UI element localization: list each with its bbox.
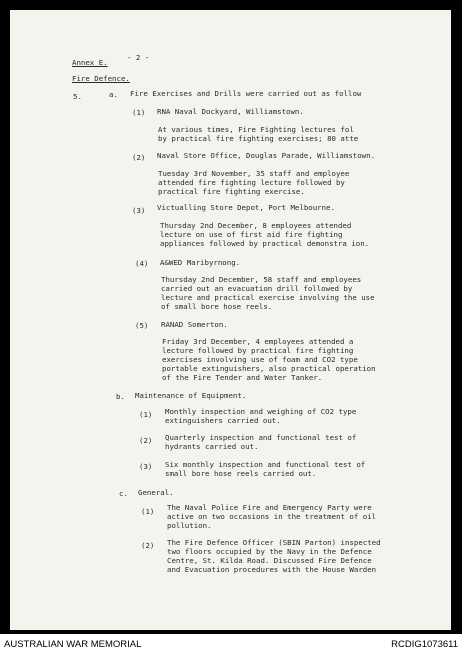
list-item-number: (3) [139,462,153,471]
page-number: - 2 - [127,53,150,62]
list-item-line: Thursday 2nd December, 8 employees attended [160,221,352,230]
list-item-line: Monthly inspection and weighing of CO2 type [165,407,357,416]
paragraph-number: 5. [73,92,82,101]
list-item-line: lecture on use of first aid fire fighting [160,230,343,239]
list-item-number: (3) [132,206,146,215]
subsection-b-heading: Maintenance of Equipment. [135,391,247,400]
list-item-line: exercises involving use of foam and CO2 type [162,355,358,364]
subsection-b-letter: b. [116,392,125,401]
annex-label: Annex E. [72,58,108,67]
list-item-line: Quarterly inspection and functional test of [165,433,357,442]
list-item-line: and Evacuation procedures with the House Warden [167,565,377,574]
list-item-number: (2) [132,153,146,162]
list-item-line: attended fire fighting lecture followed by [158,178,345,187]
list-item-line: of small bore hose reels. [161,302,273,311]
list-item-line: pollution. [167,521,212,530]
list-item-number: (4) [135,259,149,268]
list-item-number: (2) [141,541,155,550]
list-item-line: by practical fire fighting exercises; 80 atte [158,134,359,143]
section-title: Fire Defence. [72,74,130,83]
list-item-number: (1) [141,507,155,516]
list-item-line: The Fire Defence Officer (SBIN Parton) inspected [167,538,381,547]
list-item-number: (1) [139,410,153,419]
list-item-line: carried out an evacuation drill followed by [161,284,353,293]
archive-id: RCDIG1073611 [391,639,458,650]
list-item-line: hydrants carried out. [165,442,259,451]
list-item-title: RANAD Somerton. [161,320,228,329]
list-item-line: lecture followed by practical fire fighting [162,346,354,355]
list-item-line: two floors occupied by the Navy in the Defence [167,547,372,556]
list-item-line: Centre, St. Kilda Road. Discussed Fire Defence [167,556,372,565]
subsection-a-letter: a. [109,90,118,99]
list-item-title: Victualling Store Depot, Port Melbourne. [157,203,335,212]
list-item-line: At various times, Fire Fighting lectures fol [158,125,354,134]
list-item-line: appliances followed by practical demonstra ion. [160,239,370,248]
list-item-line: The Naval Police Fire and Emergency Party were [167,503,372,512]
list-item-line: Friday 3rd December, 4 employees attended a [162,337,354,346]
list-item-line: small bore hose reels carried out. [165,469,317,478]
list-item-line: of the Fire Tender and Water Tanker. [162,373,323,382]
list-item-line: portable extinguishers, also practical operation [162,364,376,373]
list-item-line: practical fire fighting exercise. [158,187,305,196]
document-page [10,10,451,630]
list-item-line: Thursday 2nd December, 58 staff and employees [161,275,362,284]
archive-footer [0,634,462,653]
list-item-title: Naval Store Office, Douglas Parade, Williamstown. [157,151,376,160]
subsection-c-letter: c. [119,489,128,498]
list-item-number: (1) [132,108,146,117]
subsection-a-heading: Fire Exercises and Drills were carried out as follow [130,89,362,98]
list-item-line: Tuesday 3rd November, 35 staff and employee [158,169,350,178]
list-item-line: lecture and practical exercise involving the use [161,293,375,302]
subsection-c-heading: General. [138,488,174,497]
list-item-line: active on two occasions in the treatment of oil [167,512,377,521]
list-item-line: extinguishers carried out. [165,416,281,425]
list-item-number: (5) [135,321,149,330]
list-item-line: Six monthly inspection and functional test of [165,460,366,469]
list-item-title: RNA Naval Dockyard, Williamstown. [157,107,304,116]
archive-name: AUSTRALIAN WAR MEMORIAL [4,639,142,650]
list-item-title: A&WED Maribyrnong. [160,258,241,267]
list-item-number: (2) [139,436,153,445]
